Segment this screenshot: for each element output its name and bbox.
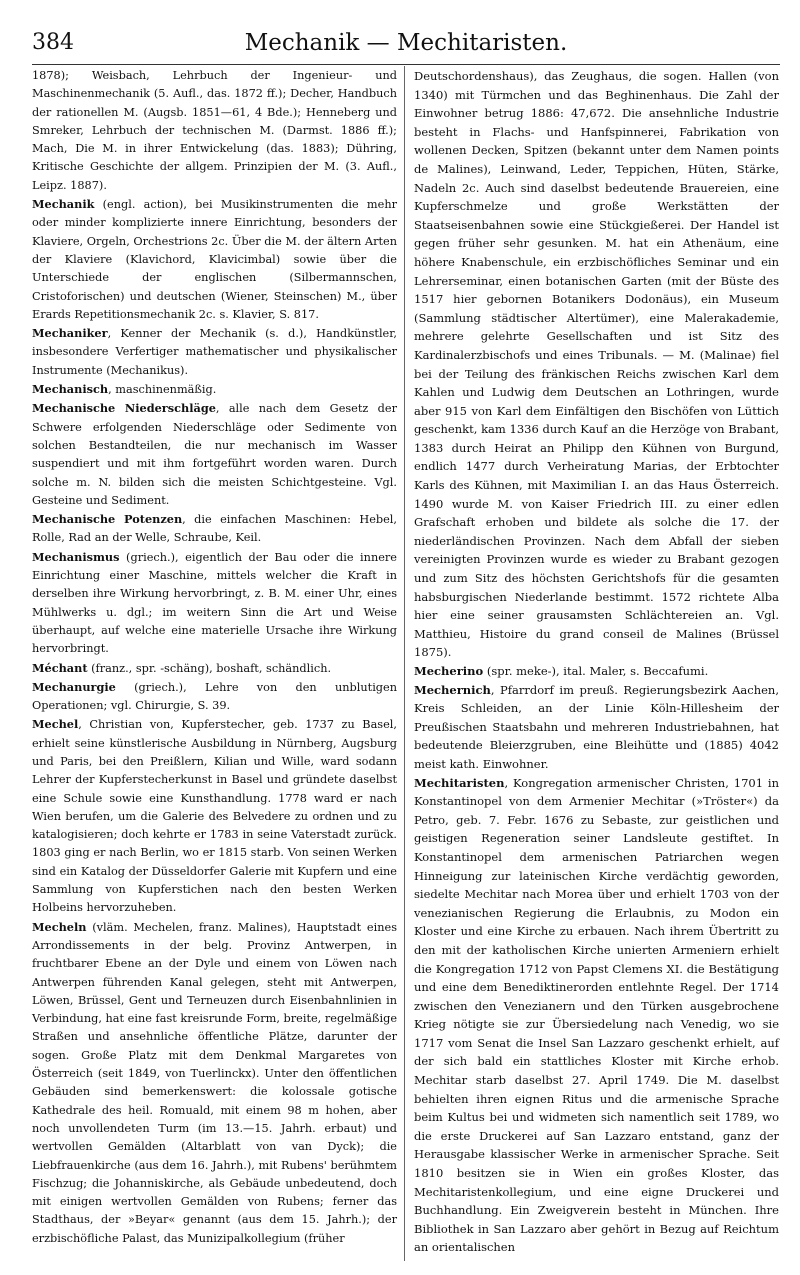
page-header — [32, 30, 780, 60]
entry-text: , Kenner der Mechanik (s. d.), Handkünstler, insbesondere Verfertiger mathematischer und physikalischer Instrumente (Mechanikus). — [32, 327, 397, 377]
dictionary-entry — [414, 681, 779, 774]
entry-text: (griech.), Lehre von den unblutigen Operationen; vgl. Chirurgie, S. 39. — [32, 680, 397, 713]
entry-text: , maschinenmäßig. — [108, 383, 217, 397]
dictionary-entry — [32, 918, 397, 1248]
entry-text: , Pfarrdorf im preuß. Regierungsbezirk Aachen, Kreis Schleiden, an der Linie Köln-Hillesheim der Preußischen Staatsbahn und mehreren Industriebahnen, hat bedeutende Bleierzgruben, eine Bleihütte und (1885) 4042 meist kath. Einwohner. — [414, 682, 779, 771]
entry-text: Deutschordenshaus), das Zeughaus, die sogen. Hallen (von 1340) mit Türmchen und das Beghinenhaus. Die Zahl der Einwohner betrug 1886: 47,672. Die ansehnliche Industrie besteht in Flachs- und Hanfspinnerei, Fabrikation von wollenen Decken, Spitzen (bekannt unter dem Namen points de Malines), Leinwand, Leder, Teppichen, Hüten, Stärke, Nadeln 2c. Auch sind daselbst bedeutende Brauereien, eine Kupferschmelze und große Werkstätten der Staatseisenbahnen sowie eine Stückgießerei. Der Handel ist gegen früher sehr gesunken. M. hat ein Athenäum, eine höhere Knabenschule, ein erzbischöfliches Seminar und ein Lehrerseminar, einen botanischen Garten (mit der Büste des 1517 hier gebornen Botanikers Dodonäus), ein Museum (Sammlung städtischer Altertümer), eine Malerakademie, mehrere gelehrte Gesellschaften und ist Sitz des Kardinalerzbischofs und eines Tribunals. — M. (Malinae) fiel bei der Teilung des fränkischen Reichs zwischen Karl dem Kahlen und Ludwig dem Deutschen an Lothringen, wurde aber 915 von Karl dem Einfältigen den Bischöfen von Lüttich geschenkt, kam 1336 durch Kauf an die Herzöge von Brabant, 1383 durch Heirat an Philipp den Kühnen von Burgund, endlich 1477 durch Verheiratung Marias, der Erbtochter Karls des Kühnen, mit Maximilian I. an das Haus Österreich. 1490 wurde M. von Kaiser Friedrich III. zu einer edlen Grafschaft erhoben und bildete als solche die 17. der niederländischen Provinzen. Nach dem Abfall der sieben vereinigten Provinzen wurde es wieder zu Brabant gezogen und zum Sitz des höchsten Gerichtshofs für die gesamten habsburgischen Niederlande bestimmt. 1572 richtete Alba hier eine seiner grausamsten Schlächtereien an. Vgl. Matthieu, Histoire du grand conseil de Malines (Brüssel 1875). — [414, 69, 779, 660]
dictionary-entry — [32, 715, 397, 917]
dictionary-entry — [32, 324, 397, 380]
dictionary-entry — [414, 67, 779, 662]
dictionary-entry — [32, 380, 397, 399]
entry-text: 1878); Weisbach, Lehrbuch der Ingenieur- und Maschinenmechanik (5. Aufl., das. 1872 ff.); Decher, Handbuch der rationellen M. (Augsb. 1851—61, 4 Bde.); Henneberg und Smreker, Lehrbuch der technischen M. (Darmst. 1886 ff.); Mach, Die M. in ihrer Entwickelung (das. 1883); Dühring, Kritische Geschichte der allgem. Prinzipien der M. (3. Aufl., Leipz. 1887). — [32, 69, 397, 192]
entry-headword: Mechanik — [32, 197, 95, 212]
dictionary-entry — [414, 774, 779, 1257]
entry-text: (vläm. Mechelen, franz. Malines), Hauptstadt eines Arrondissements in der belg. Provinz Antwerpen, in fruchtbarer Ebene an der Dyle und einem von Löwen nach Antwerpen führenden Kanal gelegen, steht mit Antwerpen, Löwen, Brüssel, Gent und Terneuzen durch Eisenbahnlinien in Verbindung, hat eine fast kreisrunde Form, breite, regelmäßige Straßen und ansehnliche öffentliche Plätze, darunter der sogen. Große Platz mit dem Denkmal Margaretes von Österreich (seit 1849, von Tuerlinckx). Unter den öffentlichen Gebäuden sind bemerkenswert: die kolossale gotische Kathedrale des heil. Romuald, mit einem 98 m hohen, aber noch unvollendeten Turm (im 13.—15. Jahrh. erbaut) und wertvollen Gemälden (Altarblatt von van Dyck); die Liebfrauenkirche (aus dem 16. Jahrh.), mit Rubens' berühmtem Fischzug; die Johanniskirche, als Gebäude unbedeutend, doch mit einigen wertvollen Gemälden von Rubens; ferner das Stadthaus, der »Beyar« genannt (aus dem 15. Jahrh.); der erzbischöfliche Palast, das Munizipalkollegium (früher — [32, 920, 397, 1245]
entry-text: , alle nach dem Gesetz der Schwere erfolgenden Niederschläge oder Sedimente von solchen Bestandteilen, die nur mechanisch im Wasser suspendiert und mit ihm fortgeführt worden waren. Durch solche m. N. bilden sich die meisten Schichtgesteine. Vgl. Gesteine und Sediment. — [32, 402, 397, 507]
column-divider — [404, 66, 405, 1261]
dictionary-entry — [32, 548, 397, 659]
entry-text: , die einfachen Maschinen: Hebel, Rolle, Rad an der Welle, Schraube, Keil. — [32, 513, 398, 545]
entry-headword: Mechitaristen — [414, 775, 505, 790]
entry-headword: Mechanische Niederschläge — [32, 401, 216, 416]
page-number: 384 — [32, 30, 74, 55]
running-title: Mechanik — Mechitaristen. — [244, 30, 568, 56]
right-column — [414, 67, 779, 1257]
entry-headword: Mechanismus — [32, 549, 120, 564]
dictionary-entry — [32, 510, 397, 548]
header-rule — [32, 64, 780, 65]
dictionary-entry — [32, 399, 397, 510]
dictionary-entry — [32, 678, 397, 716]
entry-headword: Mechaniker — [32, 326, 108, 341]
entry-headword: Mechernich — [414, 682, 491, 697]
entry-headword: Mechanisch — [32, 382, 109, 397]
entry-text: (franz., spr. -schäng), boshaft, schändlich. — [87, 661, 332, 675]
entry-text: (griech.), eigentlich der Bau oder die innere Einrichtung einer Maschine, mittels welcher die Kraft in derselben ihre Wirkung hervorbringt, z. B. M. einer Uhr, eines Mühlwerks u. dgl.; im weitern Sinn die Art und Weise überhaupt, auf welche eine materielle Ursache ihre Wirkung hervorbringt. — [32, 550, 397, 656]
entry-headword: Mechanurgie — [32, 679, 116, 694]
entry-headword: Mecheln — [32, 919, 87, 934]
entry-headword: Méchant — [32, 660, 88, 675]
dictionary-entry — [414, 662, 779, 681]
dictionary-entry — [32, 195, 397, 324]
entry-text: , Kongregation armenischer Christen, 1701 in Konstantinopel von dem Armenier Mechitar (»Tröster«) da Petro, geb. 7. Febr. 1676 zu Sebaste, zur geistlichen und geistigen Regeneration seiner Landsleute gestiftet. In Konstantinopel dem armenischen Patriarchen wegen Hinneigung zur lateinischen Kirche verdächtig geworden, siedelte Mechitar nach Morea über und erhielt 1703 von der venezianischen Regierung die Erlaubnis, zu Modon ein Kloster und eine Kirche zu erbauen. Nach ihrem Übertritt zu den mit der katholischen Kirche unierten Armeniern erhielt die Kongregation 1712 von Papst Clemens XI. die Bestätigung und eine dem Benediktinerorden entlehnte Regel. Der 1714 zwischen den Venezianern und den Türken ausgebrochene Krieg nötigte sie zur Übersiedelung nach Venedig, wo sie 1717 vom Senat die Insel San Lazzaro geschenkt erhielt, auf der sich bald ein stattliches Kloster mit Kirche erhob. Mechitar starb daselbst 27. April 1749. Die M. daselbst behielten ihren eignen Ritus und die armenische Sprache beim Kultus bei und widmeten sich namentlich seit 1789, wo die erste Druckerei auf San Lazzaro entstand, ganz der Herausgabe klassischer Werke in armenischer Sprache. Seit 1810 besitzen sie in Wien ein großes Kloster, das Mechitaristenkollegium, und eine eigne Druckerei und Buchhandlung. Ein Zweigverein besteht in München. Ihre Bibliothek in San Lazzaro aber gehört in Bezug auf Reichtum an orientalischen — [414, 775, 779, 1255]
entry-text: (engl. action), bei Musikinstrumenten die mehr oder minder komplizierte innere Einrichtung, besonders der Klaviere, Orgeln, Orchestrions 2c. Über die M. der ältern Arten der Klaviere (Klavichord, Klavicimbal) sowie über die Unterschiede der englischen (Silbermannschen, Cristoforischen) und deutschen (Wiener, Steinschen) M., über Erards Repetitionsmechanik 2c. s. Klavier, S. 817. — [32, 198, 397, 321]
dictionary-entry — [32, 67, 397, 195]
entry-headword: Mecherino — [414, 664, 484, 678]
entry-headword: Mechel — [32, 717, 79, 732]
entry-text: (spr. meke-), ital. Maler, s. Beccafumi. — [483, 664, 709, 678]
entry-headword: Mechanische Potenzen — [32, 512, 183, 527]
dictionary-entry — [32, 659, 397, 678]
entry-text: , Christian von, Kupferstecher, geb. 1737 zu Basel, erhielt seine künstlerische Ausbildung in Nürnberg, Augsburg und Paris, bei den Preißlern, Kilian und Wille, ward sodann Lehrer der Kupferstecherkunst in Basel und gründete daselbst eine Schule sowie eine Kunsthandlung. 1778 ward er nach Wien berufen, um die Galerie des Belvedere zu ordnen und zu katalogisieren; doch kehrte er 1783 in seine Vaterstadt zurück. 1803 ging er nach Berlin, wo er 1815 starb. Von seinen Werken sind ein Katalog der Düsseldorfer Galerie mit Kupfern und eine Sammlung von Kupferstichen nach den besten Werken Holbeins hervorzuheben. — [32, 718, 397, 915]
left-column — [32, 67, 397, 1248]
